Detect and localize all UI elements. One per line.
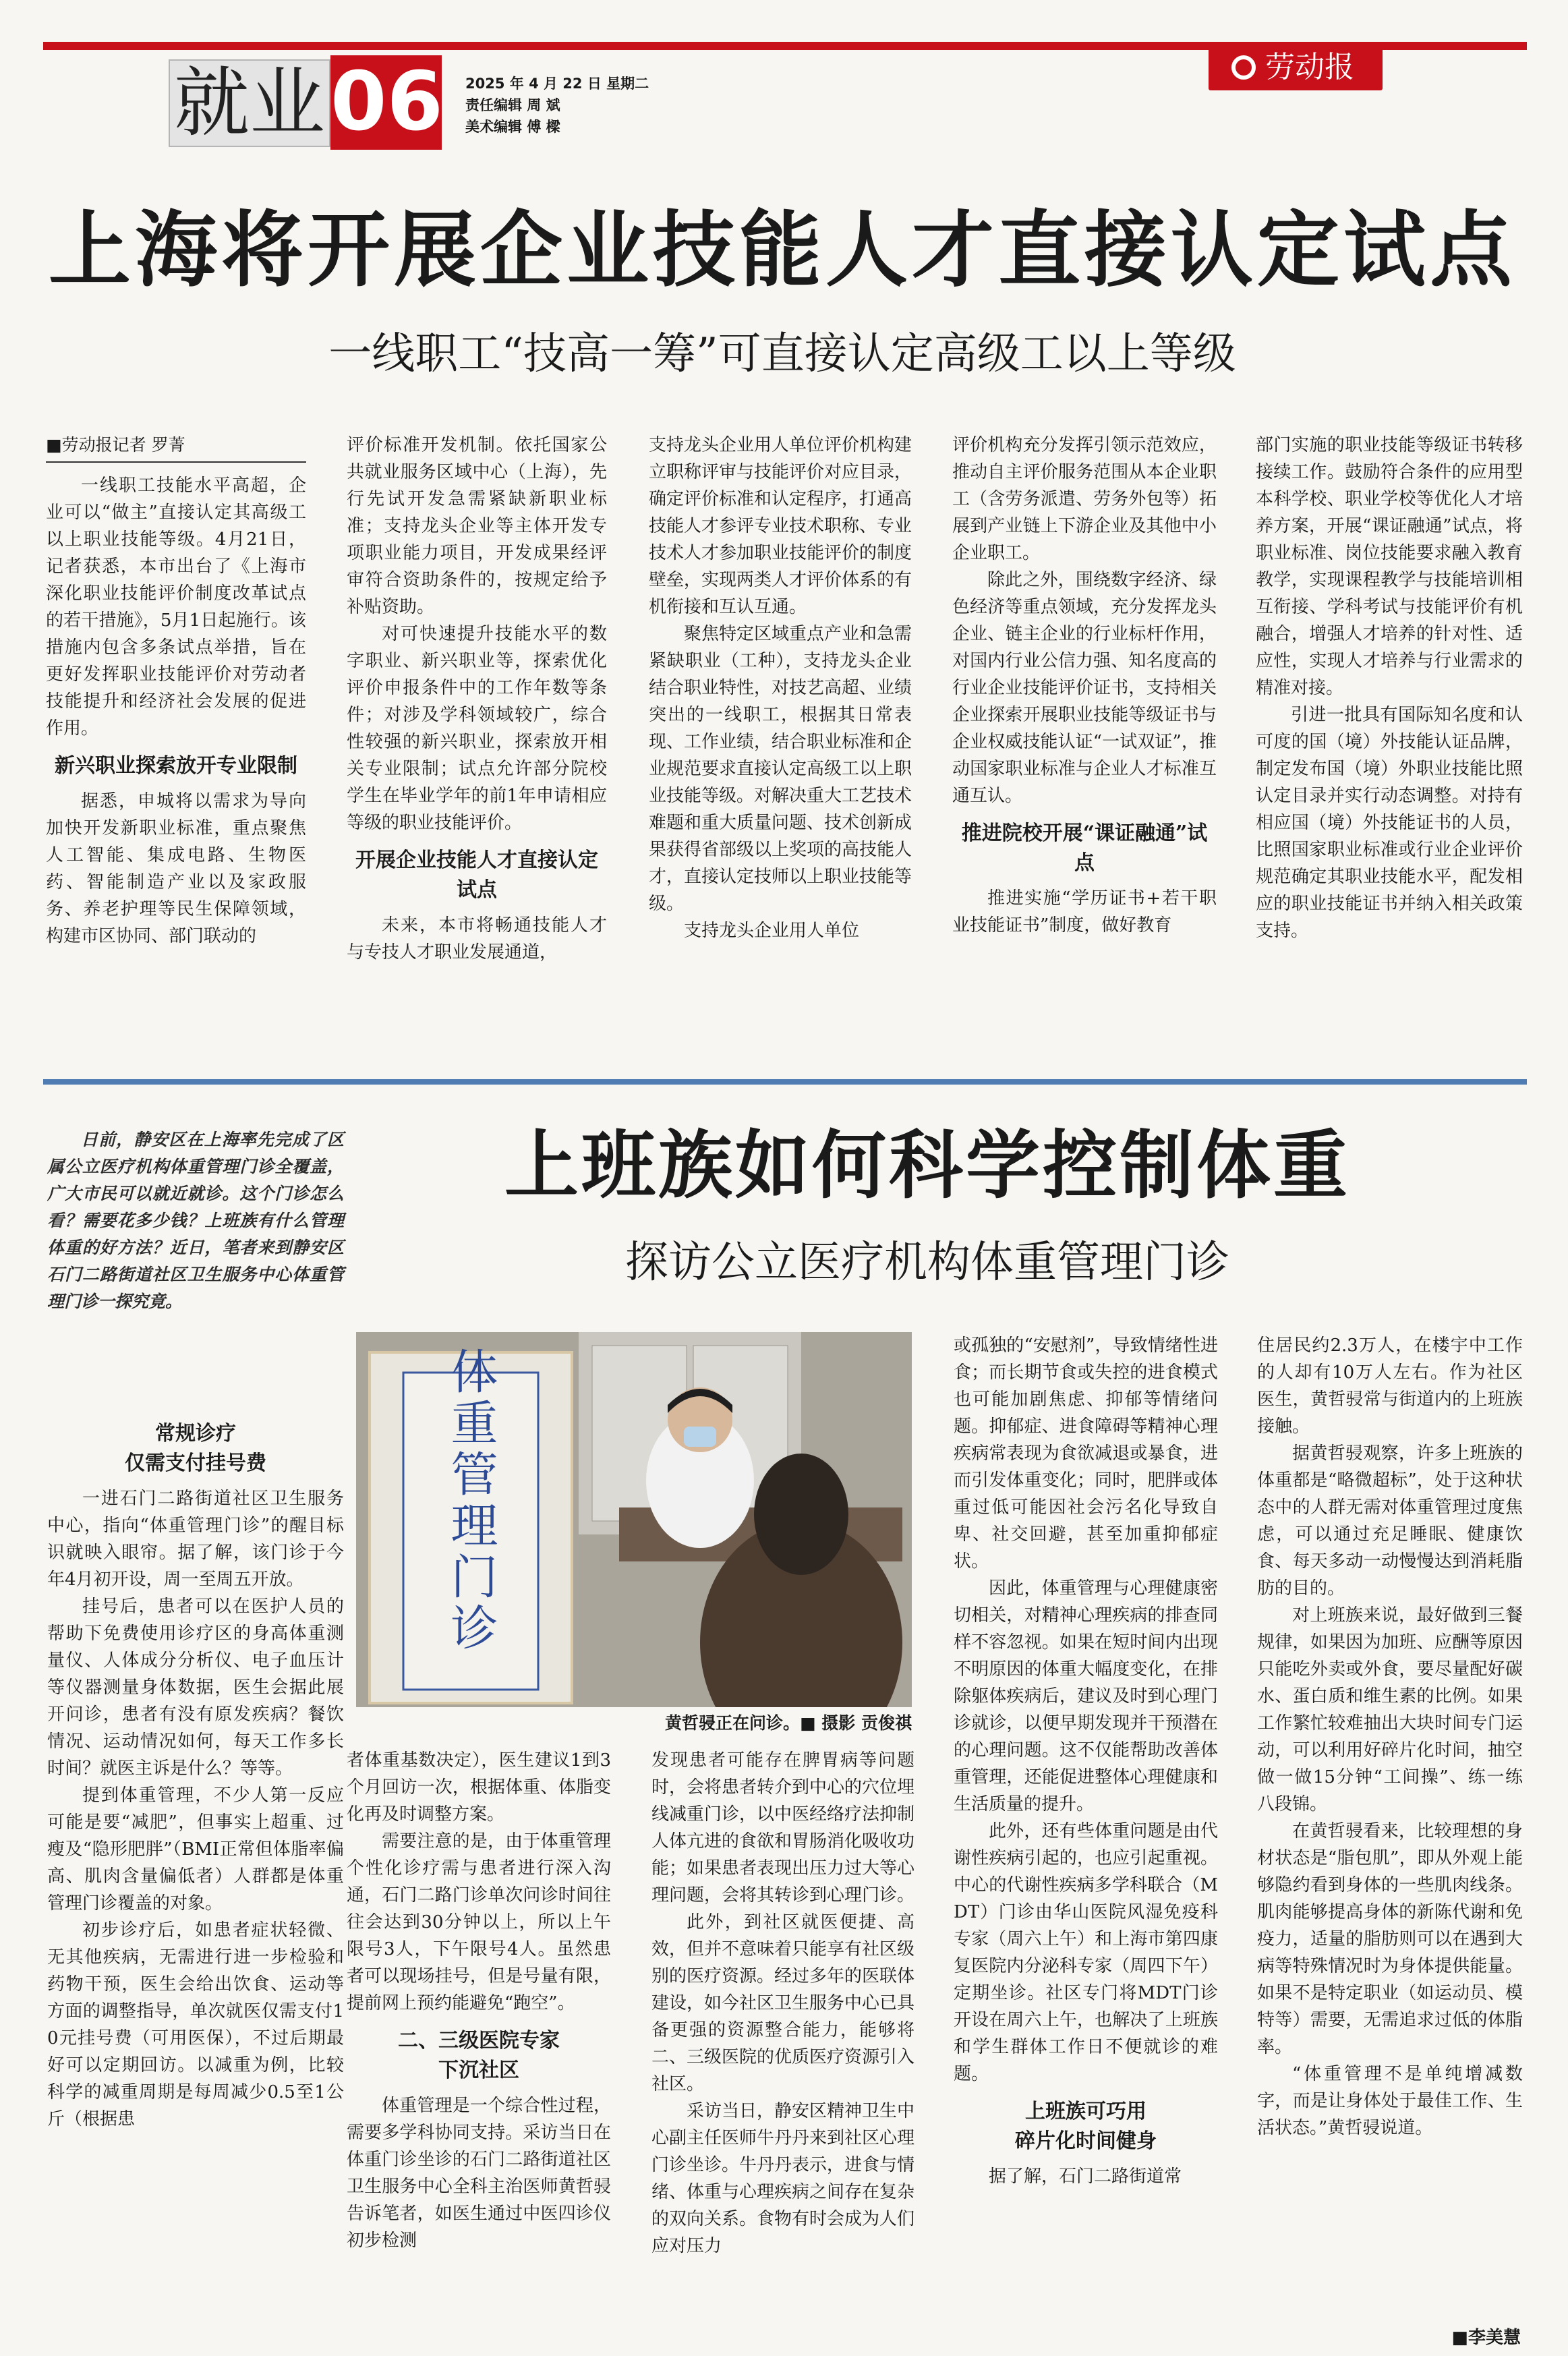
paragraph: 挂号后，患者可以在医护人员的帮助下免费使用诊疗区的身高体重测量仪、人体成分分析仪、电子血压计等仪器测量身体数据，医生会据此展开问诊，患者有没有原发疾病？餐饮情况、运动情况如何，每天工作多长时间？就医主诉是什么？等等。 — [47, 1597, 344, 1779]
paragraph: 据悉，申城将以需求为导向加快开发新职业标准，重点聚焦人工智能、集成电路、生物医药、智能制造产业以及家政服务、养老护理等民生保障领域，构建市区协同、部门联动的 — [46, 791, 306, 946]
paragraph: 评价标准开发机制。依托国家公共就业服务区域中心（上海），先行先试开发急需紧缺新职业标准；支持龙头企业等主体开发专项职业能力项目，开发成果经评审符合资助条件的，按规定给予补贴资助。 — [347, 435, 607, 617]
paragraph: 据了解，石门二路街道常 — [989, 2166, 1182, 2187]
author-signature: ■李美慧 — [1451, 2328, 1521, 2348]
paragraph: 发现患者可能存在脾胃病等问题时，会将患者转介到中心的穴位埋线减重门诊，以中医经络疗法抑制人体亢进的食欲和胃肠消化吸收功能；如果患者表现出压力过大等心理问题，会将其转诊到心理门诊。 — [651, 1750, 915, 1905]
paragraph: “体重管理不是单纯增减数字，而是让身体处于最佳工作、生活状态。”黄哲骎说道。 — [1257, 2064, 1523, 2138]
paragraph: 评价机构充分发挥引领示范效应，推动自主评价服务范围从本企业职工（含劳务派遣、劳务外包等）拓展到产业链上下游企业及其他中小企业职工。 — [952, 435, 1217, 563]
paragraph: 推进实施“学历证书+若干职业技能证书”制度，做好教育 — [952, 888, 1217, 936]
logo-icon — [1231, 55, 1256, 80]
newspaper-logo[interactable] — [1209, 45, 1383, 90]
paragraph: 此外，还有些体重问题是由代谢性疾病引起的，也应引起重视。中心的代谢性疾病多学科联合（MDT）门诊由华山医院风湿免疫科专家（周六上午）和上海市第四康复医院内分泌科专家（周四下午）定期坐诊。社区专门将MDT门诊开设在周六上午，也解决了上班族和学生群体工作日不便就诊的难题。 — [954, 1821, 1218, 2084]
section-divider — [43, 1079, 1527, 1085]
clinic-photo-illustration — [356, 1332, 912, 1707]
header-info — [465, 73, 649, 138]
paragraph: 部门实施的职业技能等级证书转移接续工作。鼓励符合条件的应用型本科学校、职业学校等优化人才培养方案，开展“课证融通”试点，将职业标准、岗位技能要求融入教育教学，实现课程教学与技能培训相互衔接、学科考试与技能评价有机融合，增强人才培养的针对性、适应性，实现人才培养与行业需求的精准对接。 — [1256, 435, 1523, 698]
article2-column-1 — [47, 1410, 344, 2133]
article2-column-4 — [954, 1332, 1218, 2190]
article1-column-5 — [1256, 432, 1523, 944]
paragraph: 支持龙头企业用人单位 — [684, 921, 860, 941]
byline: ■劳动报记者 罗菁 — [46, 432, 306, 463]
paragraph: 聚焦特定区域重点产业和急需紧缺职业（工种），支持龙头企业结合职业特性，对技艺高超、业绩突出的一线职工，根据其日常表现、工作业绩，结合职业标准和企业规范要求直接认定高级工以上职业技能等级。对解决重大工艺技术难题和重大质量问题、技术创新成果获得省部级以上奖项的高技能人才，直接认定技师以上职业技能等级。 — [649, 624, 912, 914]
article2-column-5 — [1257, 1332, 1523, 2142]
section-name: 就业 — [169, 59, 330, 147]
article1-column-1 — [46, 432, 306, 950]
photo-caption: 黄哲骎正在问诊。■ 摄影 贡俊祺 — [664, 1713, 912, 1733]
paragraph: 提到体重管理，不少人第一反应可能是要“减肥”，但事实上超重、过瘦及“隐形肥胖”（BMI正常但体脂率偏高、肌肉含量偏低者）人群都是体重管理门诊覆盖的对象。 — [47, 1785, 344, 1914]
article2-column-2 — [347, 1747, 611, 2254]
paragraph: 或孤独的“安慰剂”，导致情绪性进食；而长期节食或失控的进食模式也可能加剧焦虑、抑郁等情绪问题。抑郁症、进食障碍等精神心理疾病常表现为食欲减退或暴食，进而引发体重变化；同时，肥胖或体重过低可能因社会污名化导致自卑、社交回避，甚至加重抑郁症状。 — [954, 1335, 1218, 1572]
paragraph: 住居民约2.3万人，在楼宇中工作的人却有10万人左右。作为社区医生，黄哲骎常与街道内的上班族接触。 — [1257, 1335, 1523, 1437]
editor-credit: 责任编辑 周 斌 — [465, 97, 560, 113]
paragraph: 采访当日，静安区精神卫生中心副主任医师牛丹丹来到社区心理门诊坐诊。牛丹丹表示，进食与情绪、体重与心理疾病之间存在复杂的双向关系。食物有时会成为人们应对压力 — [651, 2101, 915, 2256]
clinic-photo — [356, 1332, 912, 1707]
subheading: 常规诊疗 仅需支付挂号费 — [125, 1422, 266, 1475]
subheading: 推进院校开展“课证融通”试点 — [961, 822, 1208, 875]
clinic-sign-text: 体重管理门诊 — [443, 1347, 498, 1655]
paragraph: 在黄哲骎看来，比较理想的身材状态是“脂包肌”，即从外观上能够隐约看到身体的一些肌肉线条。肌肉能够提高身体的新陈代谢和免疫力，适量的脂肪则可以在遇到大病等特殊情况时为身体提供能量。如果不是特定职业（如运动员、模特等）需要，无需追求过低的体脂率。 — [1257, 1821, 1523, 2057]
article1-title: 上海将开展企业技能人才直接认定试点 — [49, 201, 1516, 298]
paragraph: 支持龙头企业用人单位评价机构建立职称评审与技能评价对应目录，确定评价标准和认定程序，打通高技能人才参评专业技术职称、专业技术人才参加职业技能评价的制度壁垒，实现两类人才评价体系的有机衔接和互认互通。 — [649, 435, 912, 617]
paragraph: 引进一批具有国际知名度和认可度的国（境）外技能认证品牌，制定发布国（境）外职业技能比照认定目录并实行动态调整。对持有相应国（境）外技能证书的人员，比照国家职业标准或行业企业评价规范确定其职业技能水平，配发相应的职业技能证书并纳入相关政策支持。 — [1256, 705, 1523, 941]
paragraph: 一进石门二路街道社区卫生服务中心，指向“体重管理门诊”的醒目标识就映入眼帘。据了解，该门诊于今年4月初开设，周一至周五开放。 — [47, 1489, 344, 1590]
paragraph: 对上班族来说，最好做到三餐规律，如果因为加班、应酬等原因只能吃外卖或外食，要尽量配好碳水、蛋白质和维生素的比例。如果工作繁忙较难抽出大块时间专门运动，可以利用好碎片化时间，抽空做一做15分钟“工间操”、练一练八段锦。 — [1257, 1605, 1523, 1814]
article1-subtitle: 一线职工“技高一筹”可直接认定高级工以上等级 — [328, 329, 1236, 379]
subheading: 开展企业技能人才直接认定试点 — [355, 849, 598, 902]
paragraph: 此外，到社区就医便捷、高效，但并不意味着只能享有社区级别的医疗资源。经过多年的医联体建设，如今社区卫生服务中心已具备更强的资源整合能力，能够将二、三级医院的优质医疗资源引入社区。 — [651, 1912, 915, 2094]
paragraph: 一线职工技能水平高超，企业可以“做主”直接认定其高级工以上职业技能等级。4月21日，记者获悉，本市出台了《上海市深化职业技能评价制度改革试点的若干措施》，5月1日起施行。该措施内包含多条试点举措，旨在更好发挥职业技能评价对劳动者技能提升和经济社会发展的促进作用。 — [46, 476, 306, 739]
paragraph: 除此之外，围绕数字经济、绿色经济等重点领域，充分发挥龙头企业、链主企业的行业标杆作用，对国内行业公信力强、知名度高的行业企业技能评价证书，支持相关企业探索开展职业技能等级证书与企业权威技能认证“一试双证”，推动国家职业标准与企业人才标准互通互认。 — [952, 570, 1217, 806]
subheading: 新兴职业探索放开专业限制 — [55, 754, 297, 778]
article1-column-3 — [649, 432, 912, 944]
paragraph: 未来，本市将畅通技能人才与专技人才职业发展通道， — [347, 915, 607, 962]
paragraph: 需要注意的是，由于体重管理个性化诊疗需与患者进行深入沟通，石门二路门诊单次问诊时间往往会达到30分钟以上，所以上午限号3人，下午限号4人。虽然患者可以现场挂号，但是号量有限，提前网上预约能避免“跑空”。 — [347, 1831, 611, 2013]
paragraph: 据黄哲骎观察，许多上班族的体重都是“略微超标”，处于这种状态中的人群无需对体重管理过度焦虑，可以通过充足睡眠、健康饮食、每天多动一动慢慢达到消耗脂肪的目的。 — [1257, 1443, 1523, 1599]
article1-column-2 — [347, 432, 607, 966]
page-number: 06 — [330, 55, 443, 149]
lead-text: 日前，静安区在上海率先完成了区属公立医疗机构体重管理门诊全覆盖，广大市民可以就近就诊。这个门诊怎么看？需要花多少钱？上班族有什么管理体重的好方法？近日，笔者来到静安区石门二路街道社区卫生服务中心体重管理门诊一探究竟。 — [47, 1130, 344, 1311]
subheading: 上班族可巧用 碎片化时间健身 — [1015, 2100, 1157, 2153]
subheading: 二、三级医院专家 下沉社区 — [398, 2029, 560, 2082]
paragraph: 初步诊疗后，如患者症状轻微、无其他疾病，无需进行进一步检验和药物干预，医生会给出饮食、运动等方面的调整指导，单次就医仅需支付10元挂号费（可用医保），不过后期最好可以定期回访。以减重为例，比较科学的减重周期是每周减少0.5至1公斤（根据患 — [47, 1920, 344, 2129]
article2-column-3 — [651, 1747, 914, 2260]
paragraph: 体重管理是一个综合性过程，需要多学科协同支持。采访当日在体重门诊坐诊的石门二路街道社区卫生服务中心全科主治医师黄哲骎告诉笔者，如医生通过中医四诊仪初步检测 — [347, 2096, 611, 2251]
article2-lead — [47, 1126, 344, 1315]
paragraph: 者体重基数决定），医生建议1到3个月回访一次，根据体重、体脂变化再及时调整方案。 — [347, 1750, 611, 1825]
issue-date: 2025 年 4 月 22 日 星期二 — [465, 76, 649, 92]
article2-subtitle: 探访公立医疗机构体重管理门诊 — [625, 1238, 1229, 1288]
paragraph: 对可快速提升技能水平的数字职业、新兴职业等，探索优化评价申报条件中的工作年数等条件；对涉及学科领域较广，综合性较强的新兴职业，探索放开相关专业限制；试点允许部分院校学生在毕业学年的前1年申请相应等级的职业技能评价。 — [347, 624, 607, 833]
art-editor-credit: 美术编辑 傅 樑 — [465, 119, 560, 135]
article1-column-4 — [952, 432, 1217, 939]
newspaper-name: 劳动报 — [1265, 50, 1354, 84]
article2-title: 上班族如何科学控制体重 — [504, 1122, 1350, 1209]
paragraph: 因此，体重管理与心理健康密切相关，对精神心理疾病的排查同样不容忽视。如果在短时间内出现不明原因的体重大幅度变化，在排除躯体疾病后，建议及时到心理门诊就诊，以便早期发现并干预潜在的心理问题。这不仅能帮助改善体重管理，还能促进整体心理健康和生活质量的提升。 — [954, 1578, 1218, 1814]
